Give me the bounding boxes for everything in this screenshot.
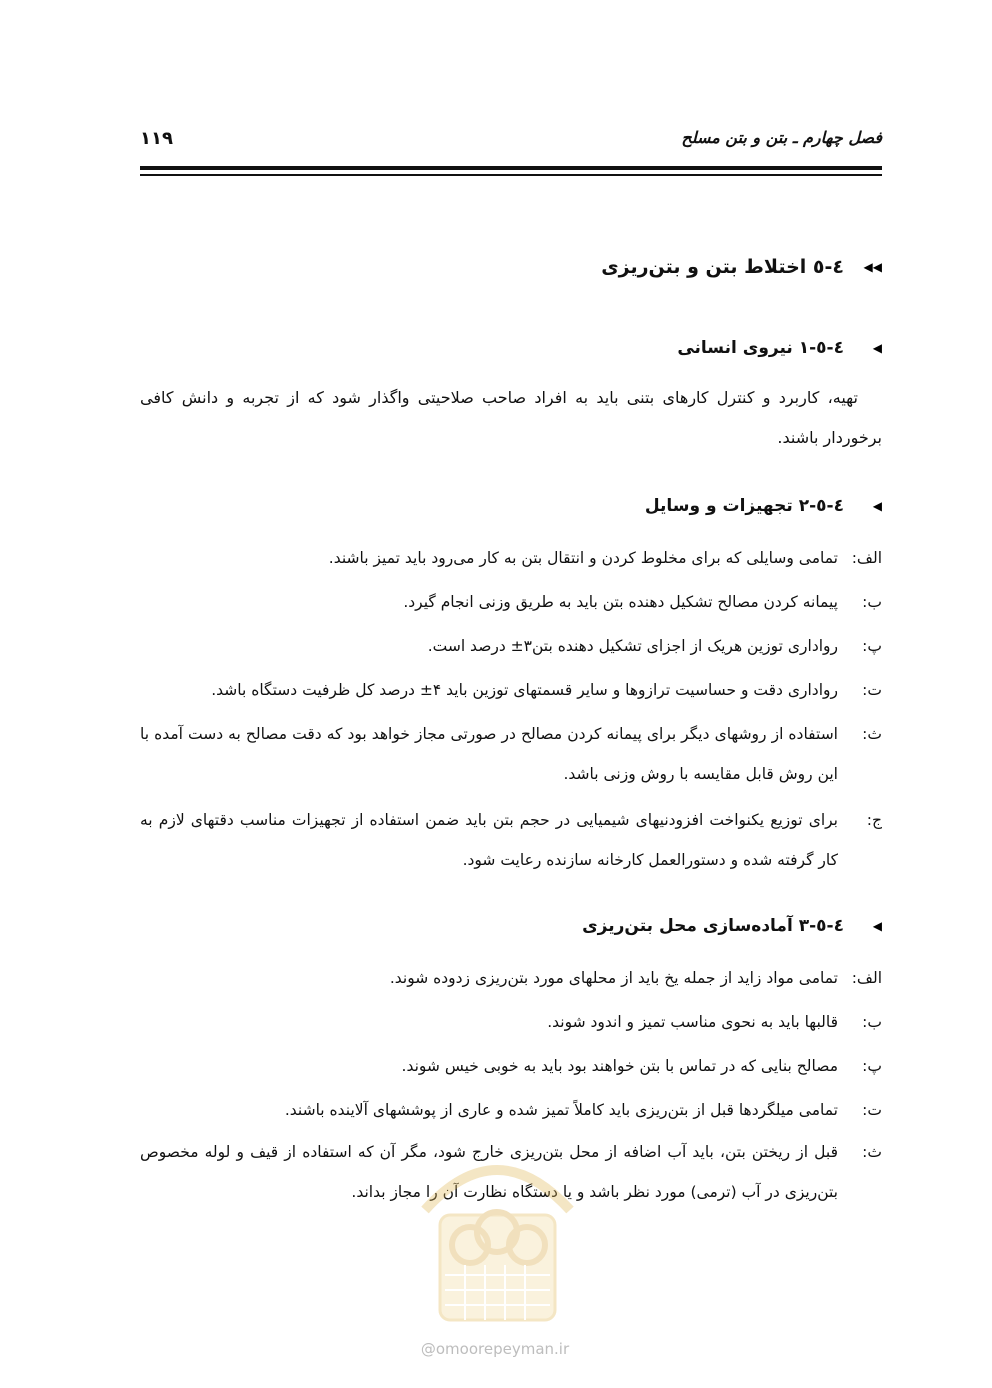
list-item-label: الف: (851, 549, 882, 567)
list-item-text: تمامی میلگردها قبل از بتن‌ریزی باید کاملاً تمیز شده و عاری از پوششهای آلاینده باشند. (284, 1101, 838, 1119)
arrow-icon: ◀ (872, 499, 882, 513)
arrow-icon: ◀ (872, 919, 882, 933)
list-item-text: قالبها باید به نحوی مناسب تمیز و اندود شوند. (547, 1013, 838, 1031)
list-item (140, 1046, 882, 1086)
header-rule-thin (140, 174, 882, 176)
list-item-label: ج: (866, 811, 882, 829)
list-item-label: پ: (862, 1057, 882, 1075)
list-item-label: الف: (851, 969, 882, 987)
list-item-text: برای توزیع یکنواخت افزودنیهای شیمیایی در حجم بتن باید ضمن استفاده از تجهیزات مناسب دقتهای لازم به کار گرفته شده و دستورالعمل کارخانه سازنده رعایت شود. (140, 811, 838, 869)
section-heading-2 (645, 496, 882, 516)
section-1-paragraph-text: تهیه، کاربرد و کنترل کارهای بتنی باید به افراد صاحب صلاحیتی واگذار شود که از تجربه و دانش کافی برخوردار باشند. (140, 388, 882, 447)
page-number: ۱۱۹ (140, 128, 173, 149)
list-item-text: استفاده از روشهای دیگر برای پیمانه کردن مصالح در صورتی مجاز خواهد بود که دقت مصالح به دست آمده با این روش قابل مقایسه با روش وزنی باشد. (140, 725, 838, 783)
watermark-url (390, 1340, 600, 1358)
section-heading-1-text: ٤-٥-١ نیروی انسانی (677, 338, 844, 358)
list-item-label: ب: (862, 1013, 882, 1031)
list-item-label: ث: (862, 725, 882, 743)
list-item (140, 714, 882, 794)
main-heading-text: ٤-٥ اختلاط بتن و بتن‌ریزی (601, 256, 844, 278)
section-heading-2-text: ٤-٥-٢ تجهیزات و وسایل (644, 496, 844, 516)
list-item-text: قبل از ریختن بتن، باید آب اضافه از محل بتن‌ریزی خارج شود، مگر آن که استفاده از قیف و لوله مخصوص بتن‌ریزی در آب (ترمی) مورد نظر باشد و یا دستگاه نظارت آن را مجاز بداند. (140, 1143, 838, 1201)
list-item-label: ت: (862, 1101, 882, 1119)
double-arrow-icon: ◀◀ (863, 260, 882, 274)
list-item-text: پیمانه کردن مصالح تشکیل دهنده بتن باید به طریق وزنی انجام گیرد. (403, 593, 838, 611)
list-item-label: ت: (862, 681, 882, 699)
list-item (140, 538, 882, 578)
list-item (140, 626, 882, 666)
list-item (140, 800, 882, 880)
list-item-label: ث: (862, 1143, 882, 1161)
main-heading (601, 256, 882, 278)
list-item (140, 1002, 882, 1042)
list-item-text: رواداری دقت و حساسیت ترازوها و سایر قسمتهای توزین باید ۴± درصد کل ظرفیت دستگاه باشد. (211, 681, 838, 699)
section-1-paragraph (140, 378, 882, 458)
section-heading-3-text: ٤-٥-٣ آماده‌سازی محل بتن‌ریزی (582, 916, 844, 936)
watermark-url-text: omoorepeyman.ir (435, 1340, 570, 1358)
arrow-icon: ◀ (872, 341, 882, 355)
header-rule-thick (140, 166, 882, 170)
at-icon: @ (420, 1340, 436, 1358)
section-heading-3 (582, 916, 882, 936)
chapter-title: فصل چهارم ـ بتن و بتن مسلح (681, 128, 882, 147)
list-item-text: تمامی مواد زاید از جمله یخ باید از محلهای مورد بتن‌ریزی زدوده شوند. (389, 969, 838, 987)
watermark-logo-icon (385, 1140, 610, 1340)
list-item (140, 582, 882, 622)
list-item (140, 670, 882, 710)
list-item (140, 1090, 882, 1130)
list-item-text: رواداری توزین هریک از اجزای تشکیل دهنده بتن۳± درصد است. (427, 637, 838, 655)
list-item (140, 958, 882, 998)
list-item-label: ب: (862, 593, 882, 611)
list-item-text: تمامی وسایلی که برای مخلوط کردن و انتقال بتن به کار می‌رود باید تمیز باشند. (328, 549, 838, 567)
page-header (140, 128, 882, 158)
list-item-text: مصالح بنایی که در تماس با بتن خواهند بود باید به خوبی خیس شوند. (401, 1057, 838, 1075)
section-heading-1 (677, 338, 882, 358)
list-item-label: پ: (862, 637, 882, 655)
